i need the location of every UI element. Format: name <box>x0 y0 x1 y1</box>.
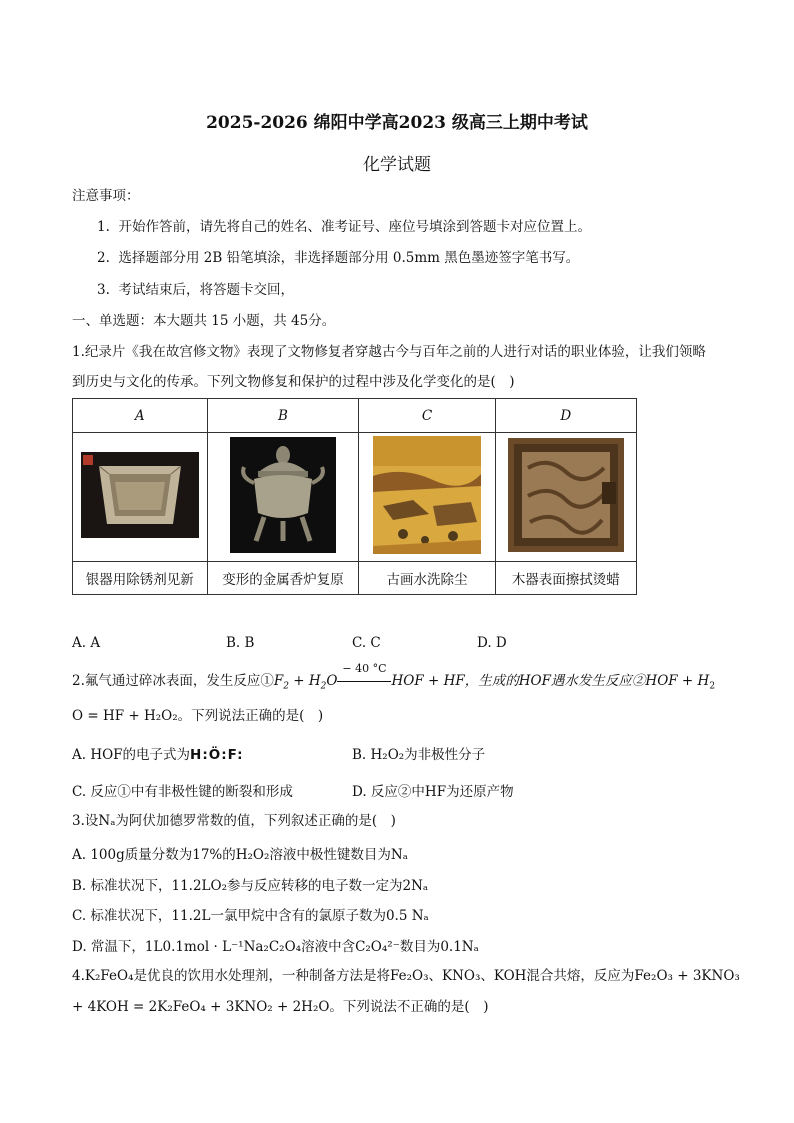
caption-a: 银器用除锈剂见新 <box>73 562 208 595</box>
image-cell-b <box>207 433 359 562</box>
q1-option-c[interactable]: C. C <box>352 635 381 651</box>
q1-option-d[interactable]: D. D <box>477 635 507 651</box>
q4-stem-line2: + 4KOH = 2K₂FeO₄ + 3KNO₂ + 2H₂O。下列说法不正确的是( ) <box>72 999 489 1015</box>
notice-item-3: 3. 考试结束后，将答题卡交回， <box>97 282 294 298</box>
artifact-table <box>72 398 637 595</box>
q2-option-a[interactable]: A. HOF的电子式为H:Ö:F: <box>72 747 244 763</box>
ancient-painting-image <box>373 436 481 554</box>
q1-option-b[interactable]: B. B <box>226 635 255 651</box>
silver-box-image <box>81 452 199 538</box>
reaction-arrow: − 40 °C <box>337 672 391 690</box>
q2-stem-line1: 2.氟气通过碎冰表面，发生反应$①F_2 + H_2O$ − 40 °C HOF + HF，生成的HOF遇水发生反应②HOF + $H_2$ <box>72 662 716 692</box>
q2-option-c[interactable]: C. 反应①中有非极性键的断裂和形成 <box>72 784 293 800</box>
notice-heading: 注意事项： <box>72 188 140 204</box>
q3-option-a[interactable]: A. 100g质量分数为17%的H₂O₂溶液中极性键数目为Nₐ <box>72 847 408 863</box>
caption-d: 木器表面擦拭烫蜡 <box>495 562 636 595</box>
image-cell-c <box>359 433 495 562</box>
q3-option-d[interactable]: D. 常温下，1L0.1mol · L⁻¹Na₂C₂O₄溶液中含C₂O₄²⁻数目为0.1Nₐ <box>72 939 479 955</box>
hof-lewis-structure: H:Ö:F: <box>190 747 244 763</box>
q3-stem: 3.设Nₐ为阿伏加德罗常数的值，下列叙述正确的是( ) <box>72 813 396 829</box>
col-header-d: D <box>495 399 636 433</box>
col-header-b: B <box>207 399 359 433</box>
q4-stem-line1: 4.K₂FeO₄是优良的饮用水处理剂，一种制备方法是将Fe₂O₃、KNO₃、KOH混合共熔，反应为Fe₂O₃ + 3KNO₃ <box>72 968 740 984</box>
notice-item-1: 1. 开始作答前，请先将自己的姓名、准考证号、座位号填涂到答题卡对应位置上。 <box>97 219 591 235</box>
col-header-c: C <box>359 399 495 433</box>
q1-stem-line1: 1.纪录片《我在故宫修文物》表现了文物修复者穿越古今与百年之前的人进行对话的职业体验，让我们领略 <box>72 344 706 360</box>
caption-c: 古画水洗除尘 <box>359 562 495 595</box>
q2-option-d[interactable]: D. 反应②中HF为还原产物 <box>352 784 514 800</box>
section-heading: 一、单选题：本大题共 15 小题，共 45分。 <box>72 313 336 329</box>
q2-stem-line2: O = HF + H₂O₂。下列说法正确的是( ) <box>72 708 324 724</box>
col-header-a: A <box>73 399 208 433</box>
notice-item-2: 2. 选择题部分用 2B 铅笔填涂，非选择题部分用 0.5mm 黑色墨迹签字笔书写。 <box>97 250 580 266</box>
q3-option-b[interactable]: B. 标准状况下，11.2LO₂参与反应转移的电子数一定为2Nₐ <box>72 878 429 894</box>
q1-stem-line2: 到历史与文化的传承。下列文物修复和保护的过程中涉及化学变化的是( ) <box>72 374 515 390</box>
q3-option-c[interactable]: C. 标准状况下，11.2L一氯甲烷中含有的氯原子数为0.5 Nₐ <box>72 908 429 924</box>
q2-option-b[interactable]: B. H₂O₂为非极性分子 <box>352 747 486 763</box>
image-cell-a <box>73 433 208 562</box>
image-cell-d <box>495 433 636 562</box>
exam-title: 2025-2026 绵阳中学高2023 级高三上期中考试 <box>206 113 588 133</box>
carved-wood-image <box>508 438 624 552</box>
incense-burner-image <box>230 437 336 553</box>
caption-b: 变形的金属香炉复原 <box>207 562 359 595</box>
exam-subtitle: 化学试题 <box>363 155 431 175</box>
q1-option-a[interactable]: A. A <box>72 635 101 651</box>
